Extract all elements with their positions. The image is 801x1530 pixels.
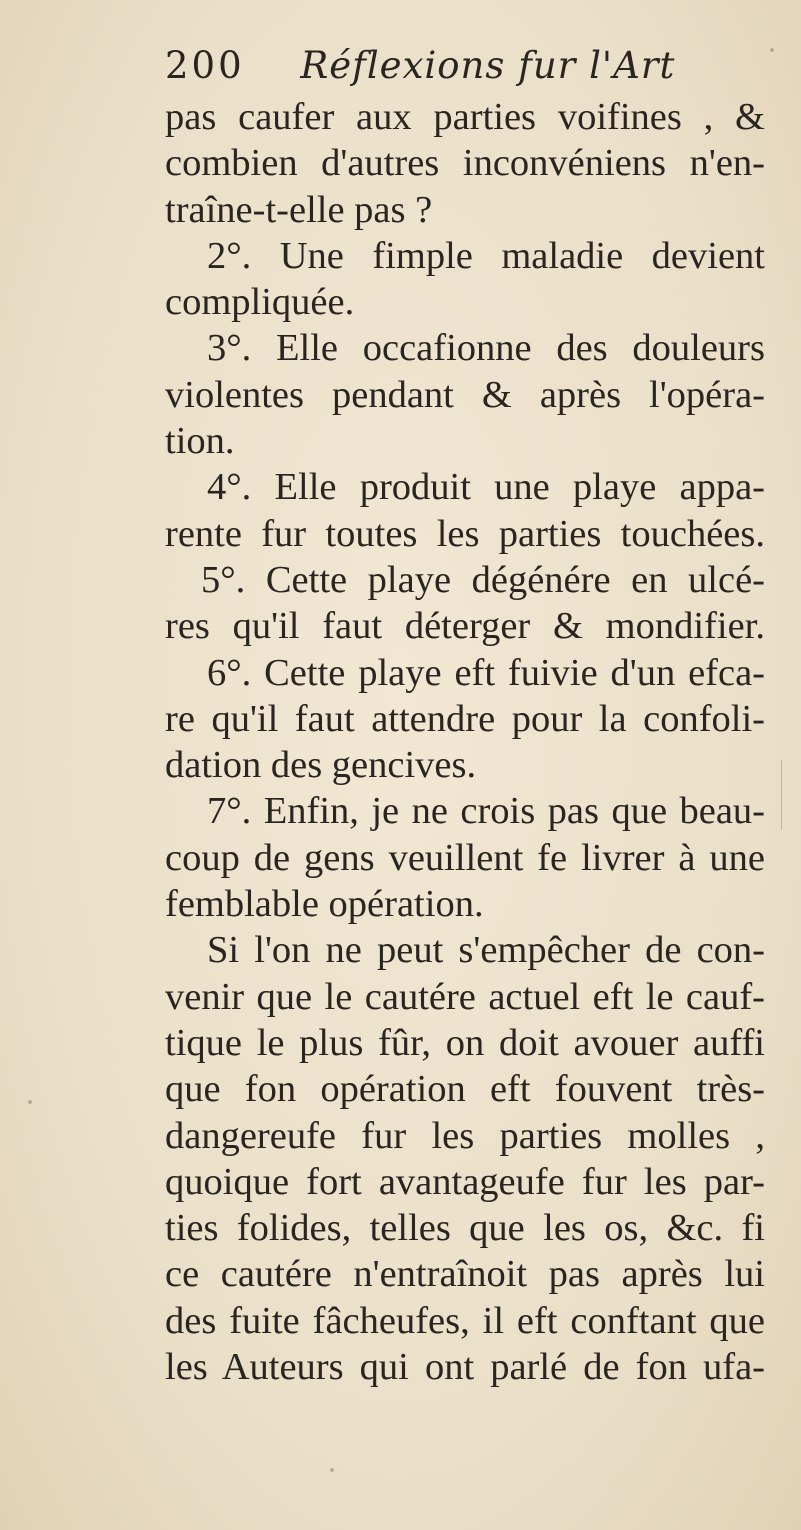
text-line: pas caufer aux parties voifines , & bbox=[165, 96, 765, 138]
page-header bbox=[165, 44, 675, 88]
text-line: femblable opération. bbox=[165, 883, 484, 926]
text-line: re qu'il faut attendre pour la confoli- bbox=[165, 697, 765, 740]
text-line: rente fur toutes les parties touchées. bbox=[165, 512, 765, 555]
text-line: venir que le cautére actuel eft le cauf- bbox=[165, 975, 765, 1018]
text-line: combien d'autres inconvéniens n'en- bbox=[165, 142, 765, 185]
text-line: 5°. Cette playe dégénére en ulcé- bbox=[201, 558, 765, 601]
text-line: compliquée. bbox=[165, 281, 355, 324]
text-line: violentes pendant & après l'opéra- bbox=[165, 373, 765, 416]
text-line: que fon opération eft fouvent très- bbox=[165, 1068, 765, 1111]
text-line: tique le plus fûr, on doit avouer auffi bbox=[165, 1021, 765, 1064]
text-line: les Auteurs qui ont parlé de fon ufa- bbox=[165, 1346, 765, 1389]
text-line: ce cautére n'entraînoit pas après lui bbox=[165, 1253, 765, 1296]
text-line: 6°. Cette playe eft fuivie d'un efca- bbox=[207, 651, 765, 694]
text-line: dation des gencives. bbox=[165, 744, 477, 787]
page-number: 200 bbox=[165, 44, 245, 87]
text-line: coup de gens veuillent fe livrer à une bbox=[165, 836, 765, 879]
text-line: quoique fort avantageufe fur les par- bbox=[165, 1160, 765, 1203]
paper-speck bbox=[770, 48, 774, 52]
body-text bbox=[165, 94, 765, 1390]
text-line: des fuite fâcheufes, il eft conftant que bbox=[165, 1299, 765, 1342]
text-line: 4°. Elle produit une playe appa- bbox=[207, 466, 765, 509]
text-line: Si l'on ne peut s'empêcher de con- bbox=[207, 929, 765, 972]
text-line: ties folides, telles que les os, &c. fi bbox=[165, 1207, 765, 1250]
text-line: 7°. Enfin, je ne crois pas que beau- bbox=[207, 790, 765, 833]
text-line: res qu'il faut déterger & mondifier. bbox=[165, 605, 765, 648]
paper-speck bbox=[330, 1468, 334, 1472]
text-line: tion. bbox=[165, 420, 235, 463]
text-line: dangereufe fur les parties molles , bbox=[165, 1114, 765, 1157]
paper-speck bbox=[28, 1100, 32, 1104]
text-line: 2°. Une fimple maladie devient bbox=[207, 234, 765, 277]
running-title: Réflexions fur l'Art bbox=[300, 44, 676, 87]
text-line: 3°. Elle occafionne des douleurs bbox=[207, 327, 765, 370]
text-line: traîne-t-elle pas ? bbox=[165, 188, 433, 231]
margin-mark bbox=[781, 760, 782, 830]
